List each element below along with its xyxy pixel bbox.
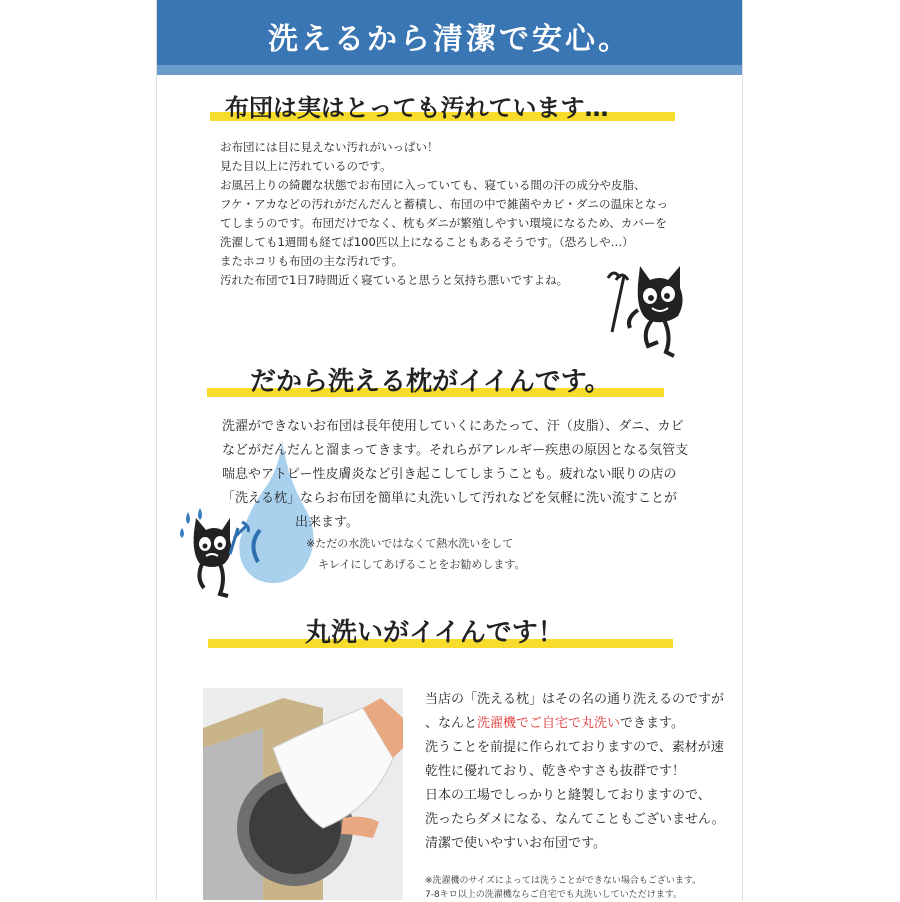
paragraph-line-highlight: [425, 712, 684, 737]
paragraph-line: お布団には目に見えない汚れがいっぱい！: [220, 140, 439, 154]
text-plain: 、なんと: [425, 716, 478, 731]
paragraph-line: 当店の「洗える枕」はその名の通り洗えるのですが: [425, 692, 725, 707]
paragraph-line: 日本の工場でしっかりと縫製しておりますので、: [425, 788, 711, 803]
paragraph-line: 喘息やアトピー性皮膚炎など引き起こしてしまうことも。疲れない眠りの店の: [222, 467, 677, 482]
note-line: ※洗濯機のサイズによっては洗うことができない場合もございます。: [425, 876, 702, 886]
paragraph-line: 見た目以上に汚れているのです。: [220, 159, 392, 173]
text-red-emphasis: 洗濯機でご自宅で丸洗い: [477, 716, 621, 731]
section2-heading: だから洗える枕がイイんです。: [250, 367, 611, 397]
paragraph-line: てしまうのです。布団だけでなく、枕もダニが繁殖しやすい環境になるため、カバーを: [220, 216, 667, 230]
section3-heading: 丸洗いがイイんです！: [305, 618, 564, 648]
banner-title: 洗えるから清潔で安心。: [268, 22, 631, 57]
left-border: [156, 0, 157, 900]
paragraph-line: 清潔で使いやすいお布団です。: [425, 836, 606, 851]
paragraph-line: 洗ったらダメになる、なんてこともございません。: [425, 812, 725, 827]
devil-mascot-icon: [602, 262, 692, 362]
paragraph-line: 「洗える枕」ならお布団を簡単に丸洗いして汚れなどを気軽に洗い流すことが: [222, 491, 678, 506]
section1-heading: 布団は実はとっても汚れています…: [225, 94, 609, 122]
banner-stripe: [157, 65, 742, 75]
note-line: ※ただの水洗いではなくて熱水洗いをして: [306, 537, 514, 550]
right-border: [742, 0, 743, 900]
banner: [157, 0, 742, 75]
paragraph-line: 汚れた布団で1日7時間近く寝ていると思うと気持ち悪いですよね。: [220, 273, 569, 287]
note-line: キレイにしてあげることをお勧めします。: [318, 558, 526, 571]
text-plain: できます。: [620, 716, 684, 731]
paragraph-line: またホコリも布団の主な汚れです。: [220, 254, 404, 268]
devil-mascot-wet-icon: [180, 508, 260, 600]
washing-machine-photo: [203, 688, 403, 900]
paragraph-line: などがだんだんと溜まってきます。それらがアレルギー疾患の原因となる気管支: [222, 443, 689, 458]
paragraph-line: 出来ます。: [295, 515, 359, 530]
note-line: 7-8キロ以上の洗濯機ならご自宅でも丸洗いしていただけます。: [425, 890, 682, 900]
paragraph-line: 洗うことを前提に作られておりますので、素材が速: [425, 740, 724, 755]
paragraph-line: フケ・アカなどの汚れがだんだんと蓄積し、布団の中で雑菌やカビ・ダニの温床となっ: [220, 197, 669, 211]
paragraph-line: 洗濯しても1週間も経てば100匹以上になることもあるそうです。（恐ろしや…）: [220, 235, 634, 249]
paragraph-line: お風呂上りの綺麗な状態でお布団に入っていても、寝ている間の汗の成分や皮脂、: [220, 178, 646, 192]
paragraph-line: 洗濯ができないお布団は長年使用していくにあたって、汗（皮脂）、ダニ、カビ: [222, 419, 684, 434]
washing-machine-icon: [203, 688, 403, 900]
paragraph-line: 乾性に優れており、乾きやすさも抜群です！: [425, 764, 686, 779]
